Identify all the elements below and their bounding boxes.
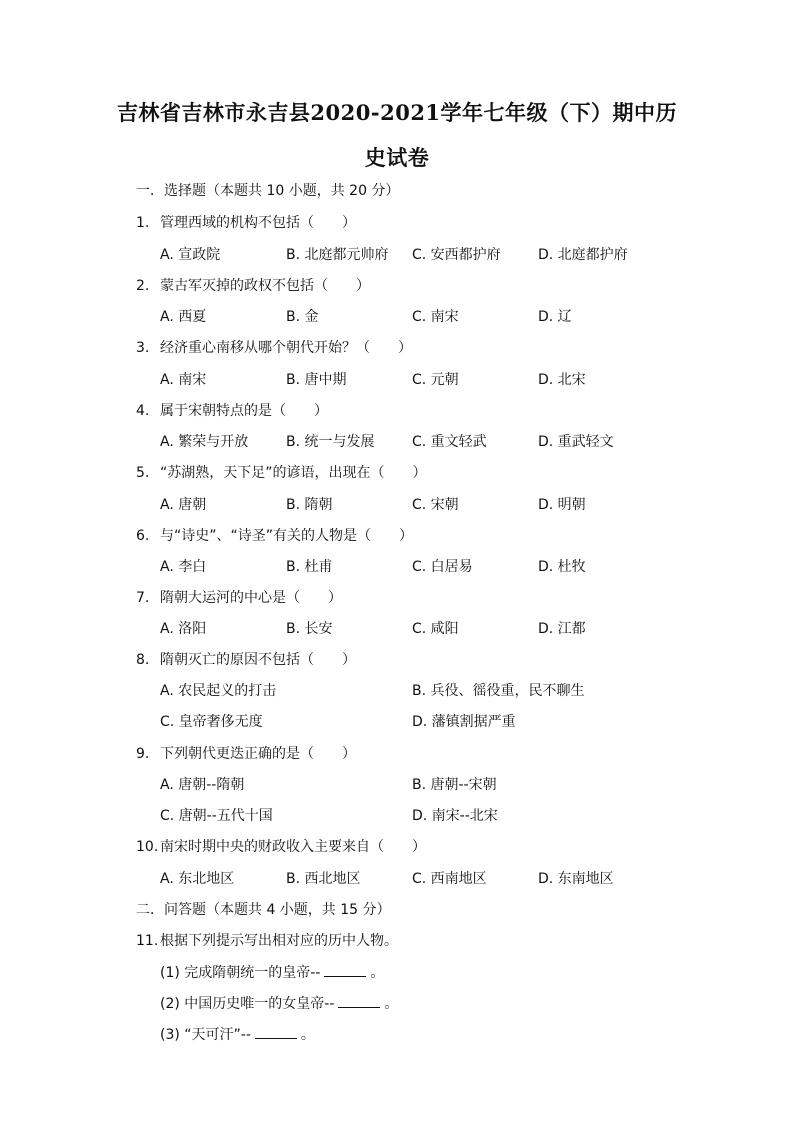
- question-text: 根据下列提示写出相对应的历中人物。: [160, 933, 398, 949]
- question-text: 蒙古军灭掉的政权不包括（ ）: [160, 278, 370, 294]
- question-4: [136, 400, 328, 420]
- option-c: C. 白居易: [412, 559, 473, 575]
- question-number: 11.: [136, 933, 159, 949]
- question-text: 经济重心南移从哪个朝代开始？（ ）: [160, 340, 412, 356]
- answer-blank[interactable]: [338, 995, 380, 1008]
- question-text: 南宋时期中央的财政收入主要来自（ ）: [160, 839, 426, 855]
- option-b: B. 唐朝--宋朝: [412, 777, 497, 793]
- option-b: B. 统一与发展: [286, 434, 375, 450]
- option-b: B. 兵役、徭役重，民不聊生: [412, 683, 585, 699]
- option-c: C. 咸阳: [412, 621, 459, 637]
- option-c: C. 重文轻武: [412, 434, 487, 450]
- option-a: A. 东北地区: [160, 871, 235, 887]
- exam-title-line1: 吉林省吉林市永吉县2020-2021学年七年级（下）期中历: [116, 100, 678, 125]
- question-number: 9.: [136, 746, 150, 762]
- option-d: D. 藩镇割据严重: [412, 714, 516, 730]
- question-6: [136, 525, 413, 545]
- option-c: C. 安西都护府: [412, 247, 501, 263]
- sub-question-2: [160, 993, 398, 1013]
- option-d: D. 江都: [538, 621, 586, 637]
- question-8: [136, 649, 356, 669]
- question-2: [136, 275, 370, 295]
- option-b: B. 长安: [286, 621, 333, 637]
- sub-question-3: [160, 1024, 315, 1044]
- question-1: [136, 212, 356, 232]
- question-number: 2.: [136, 278, 150, 294]
- question-text: 属于宋朝特点的是（ ）: [160, 403, 328, 419]
- option-b: B. 隋朝: [286, 497, 333, 513]
- option-d: D. 明朝: [538, 497, 586, 513]
- option-a: A. 南宋: [160, 372, 207, 388]
- question-text: 隋朝灭亡的原因不包括（ ）: [160, 652, 356, 668]
- option-a: A. 西夏: [160, 309, 207, 325]
- option-d: D. 北庭都护府: [538, 247, 628, 263]
- question-number: 5.: [136, 465, 150, 481]
- sub-question-label: (1) 完成隋朝统一的皇帝--: [160, 965, 321, 981]
- option-a: A. 洛阳: [160, 621, 207, 637]
- question-number: 4.: [136, 403, 150, 419]
- question-number: 1.: [136, 215, 150, 231]
- question-number: 8.: [136, 652, 150, 668]
- question-number: 7.: [136, 590, 150, 606]
- option-a: A. 唐朝: [160, 497, 207, 513]
- sub-question-end: 。: [384, 996, 399, 1012]
- option-c: C. 唐朝--五代十国: [160, 808, 273, 824]
- question-text: 与“诗史”、“诗圣”有关的人物是（ ）: [160, 528, 414, 544]
- sub-question-label: (3) “天可汗”--: [160, 1027, 251, 1043]
- option-d: D. 重武轻文: [538, 434, 614, 450]
- option-b: B. 杜甫: [286, 559, 333, 575]
- sub-question-1: [160, 962, 384, 982]
- option-c: C. 皇帝奢侈无度: [160, 714, 263, 730]
- option-a: A. 农民起义的打击: [160, 683, 277, 699]
- question-7: [136, 587, 342, 607]
- option-b: B. 金: [286, 309, 319, 325]
- section-heading-choice: 一．选择题（本题共 10 小题，共 20 分）: [136, 183, 400, 199]
- option-d: D. 北宋: [538, 372, 586, 388]
- sub-question-end: 。: [370, 965, 385, 981]
- option-a: A. 李白: [160, 559, 207, 575]
- option-b: B. 北庭都元帅府: [286, 247, 389, 263]
- sub-question-label: (2) 中国历史唯一的女皇帝--: [160, 996, 335, 1012]
- option-c: C. 西南地区: [412, 871, 487, 887]
- option-d: D. 杜牧: [538, 559, 586, 575]
- question-number: 6.: [136, 528, 150, 544]
- question-11: [136, 930, 398, 950]
- option-d: D. 南宋--北宋: [412, 808, 498, 824]
- option-d: D. 东南地区: [538, 871, 614, 887]
- question-5: [136, 462, 427, 482]
- question-9: [136, 743, 356, 763]
- question-number: 3.: [136, 340, 150, 356]
- option-c: C. 南宋: [412, 309, 459, 325]
- option-b: B. 唐中期: [286, 372, 347, 388]
- exam-title-line2: 史试卷: [364, 145, 430, 170]
- question-3: [136, 337, 412, 357]
- option-c: C. 元朝: [412, 372, 459, 388]
- option-d: D. 辽: [538, 309, 572, 325]
- question-text: 管理西域的机构不包括（ ）: [160, 215, 356, 231]
- question-number: 10.: [136, 839, 159, 855]
- option-a: A. 宣政院: [160, 247, 221, 263]
- option-b: B. 西北地区: [286, 871, 361, 887]
- question-10: [136, 836, 426, 856]
- answer-blank[interactable]: [324, 964, 366, 977]
- option-c: C. 宋朝: [412, 497, 459, 513]
- answer-blank[interactable]: [255, 1026, 297, 1039]
- option-a: A. 唐朝--隋朝: [160, 777, 245, 793]
- section-heading-qa: 二．问答题（本题共 4 小题，共 15 分）: [136, 902, 391, 918]
- option-a: A. 繁荣与开放: [160, 434, 249, 450]
- question-text: “苏湖熟，天下足”的谚语，出现在（ ）: [160, 465, 427, 481]
- question-text: 下列朝代更迭正确的是（ ）: [160, 746, 356, 762]
- sub-question-end: 。: [300, 1027, 315, 1043]
- question-text: 隋朝大运河的中心是（ ）: [160, 590, 342, 606]
